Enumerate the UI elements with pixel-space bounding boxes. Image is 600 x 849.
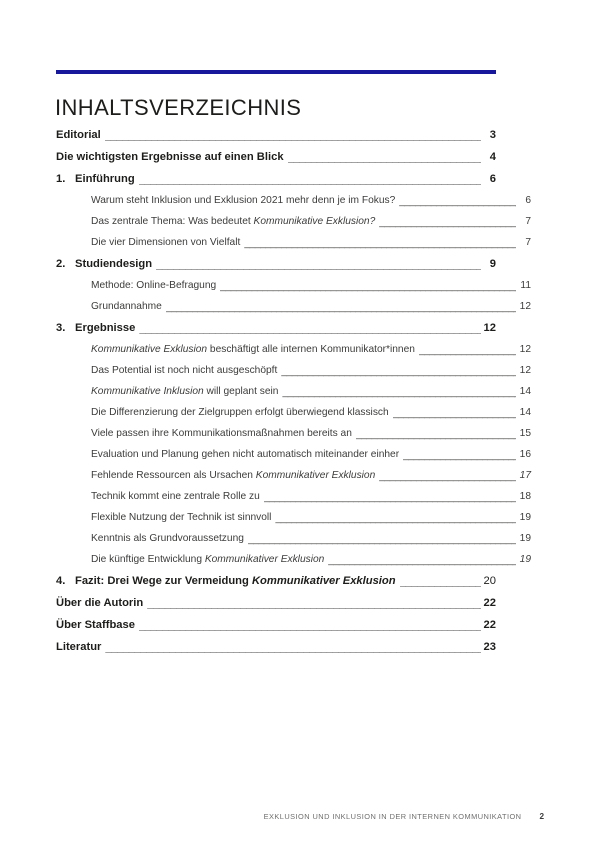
toc-entry[interactable] [56,470,531,491]
toc-entry-label: Flexible Nutzung der Technik ist sinnvoll [91,512,272,523]
toc-leader [139,174,481,186]
toc-entry-label-emphasis: Kommunikativer Exklusion [255,470,376,481]
title-accent-rule [56,70,496,74]
toc-entry-page-number: 12 [519,344,531,355]
footer-page-number: 2 [539,812,544,821]
toc-entry[interactable] [56,641,496,663]
toc-entry-label: Kommunikative Exklusion beschäftigt alle internen Kommunikator*innen [91,344,415,355]
toc-entry-page-number: 4 [489,151,496,163]
table-of-contents [56,129,531,663]
toc-leader [139,620,481,632]
toc-leader [264,492,516,503]
toc-entry-page-number: 11 [520,280,531,291]
toc-entry-page-number: 15 [519,428,531,439]
toc-entry[interactable] [56,449,531,470]
footer-document-title: EXKLUSION UND INKLUSION IN DER INTERNEN KOMMUNIKATION [263,812,522,821]
toc-entry-label: Ergebnisse [75,322,136,334]
toc-leader [419,345,516,356]
page-title: INHALTSVERZEICHNIS [55,94,302,120]
toc-leader [399,196,516,207]
toc-entry[interactable] [56,216,531,237]
toc-entry[interactable] [56,237,531,258]
toc-entry-label-emphasis: Kommunikativer Exklusion [251,575,396,587]
toc-leader [379,217,516,228]
toc-entry[interactable] [56,151,496,173]
toc-entry-page-number: 12 [519,365,531,376]
toc-leader [220,281,516,292]
toc-entry[interactable] [56,407,531,428]
toc-entry[interactable] [56,280,531,301]
toc-entry-label: Die wichtigsten Ergebnisse auf einen Blick [56,151,284,163]
toc-entry-page-number: 6 [489,173,496,185]
toc-entry-label: Das Potential ist noch nicht ausgeschöpft [91,365,278,376]
toc-entry-page-number: 19 [519,533,531,544]
toc-entry[interactable] [56,365,531,386]
toc-entry[interactable] [56,258,496,280]
toc-leader [105,130,481,142]
toc-entry-page-number: 12 [483,322,496,334]
toc-entry-label: Evaluation und Planung gehen nicht automatisch miteinander einher [91,449,400,460]
toc-leader [147,598,481,610]
toc-entry-page-number: 6 [525,195,531,206]
toc-entry-label: Editorial [56,129,101,141]
toc-entry-label: Das zentrale Thema: Was bedeutet Kommunikative Exklusion? [91,216,376,227]
toc-entry-page-number: 14 [519,407,531,418]
toc-entry-page-number: 18 [519,491,531,502]
toc-entry-page-number: 22 [483,597,496,609]
toc-entry-page-number: 19 [519,512,531,523]
toc-entry-label: Über die Autorin [56,597,144,609]
toc-leader [403,450,516,461]
toc-entry-label-emphasis: Kommunikative Exklusion [91,344,208,355]
toc-entry[interactable] [56,195,531,216]
toc-entry-page-number: 22 [483,619,496,631]
toc-entry-label: Die Differenzierung der Zielgruppen erfolgt überwiegend klassisch [91,407,389,418]
toc-leader [166,302,516,313]
toc-leader [356,429,516,440]
toc-entry[interactable] [56,575,496,597]
toc-entry-label: Die vier Dimensionen von Vielfalt [91,237,241,248]
toc-entry[interactable] [56,554,531,575]
toc-leader [244,238,516,249]
toc-leader [288,152,481,164]
toc-entry-page-number: 20 [483,575,496,587]
toc-entry-label: Methode: Online-Befragung [91,280,217,291]
toc-leader [281,366,516,377]
toc-leader [156,259,481,271]
toc-leader [400,576,481,588]
toc-entry-label: Fazit: Drei Wege zur Vermeidung Kommunikativer Exklusion [75,575,396,587]
toc-entry-number: 4. [56,575,66,587]
toc-entry[interactable] [56,428,531,449]
toc-entry[interactable] [56,386,531,407]
toc-entry-number: 3. [56,322,66,334]
toc-entry[interactable] [56,322,496,344]
toc-entry[interactable] [56,301,531,322]
toc-entry-label-emphasis: Kommunikative Exklusion? [253,216,376,227]
toc-entry-label: Kenntnis als Grundvoraussetzung [91,533,244,544]
toc-entry[interactable] [56,597,496,619]
toc-entry[interactable] [56,533,531,554]
toc-entry-label: Technik kommt eine zentrale Rolle zu [91,491,260,502]
toc-leader [379,471,516,482]
toc-entry[interactable] [56,173,496,195]
toc-entry[interactable] [56,491,531,512]
toc-entry-label: Literatur [56,641,102,653]
toc-entry-label: Fehlende Ressourcen als Ursachen Kommunikativer Exklusion [91,470,376,481]
toc-leader [275,513,516,524]
toc-entry-page-number: 12 [519,301,531,312]
toc-entry-page-number: 7 [525,216,531,227]
toc-entry-label: Kommunikative Inklusion will geplant sein [91,386,279,397]
toc-entry[interactable] [56,129,496,151]
toc-entry-page-number: 19 [519,554,531,565]
toc-leader [248,534,516,545]
toc-entry-label: Über Staffbase [56,619,135,631]
toc-leader [105,642,481,654]
toc-entry-label: Die künftige Entwicklung Kommunikativer Exklusion [91,554,325,565]
toc-entry-page-number: 16 [519,449,531,460]
toc-entry[interactable] [56,619,496,641]
toc-entry-page-number: 7 [525,237,531,248]
toc-leader [328,555,516,566]
toc-entry-page-number: 9 [489,258,496,270]
page-footer [0,812,600,826]
toc-entry-label-emphasis: Kommunikative Inklusion [91,386,204,397]
toc-entry-page-number: 3 [489,129,496,141]
toc-entry-number: 2. [56,258,66,270]
toc-entry[interactable] [56,512,531,533]
toc-entry-label: Studiendesign [75,258,153,270]
toc-leader [393,408,516,419]
toc-entry-page-number: 23 [483,641,496,653]
toc-entry-page-number: 17 [519,470,531,481]
toc-entry-label: Viele passen ihre Kommunikationsmaßnahmen bereits an [91,428,352,439]
toc-entry-label: Warum steht Inklusion und Exklusion 2021 mehr denn je im Fokus? [91,195,396,206]
toc-entry-label: Einführung [75,173,135,185]
toc-entry-page-number: 14 [519,386,531,397]
toc-entry-number: 1. [56,173,66,185]
toc-leader [282,387,516,398]
toc-leader [139,323,481,335]
toc-entry[interactable] [56,344,531,365]
toc-entry-label-emphasis: Kommunikativer Exklusion [204,554,325,565]
toc-entry-label: Grundannahme [91,301,162,312]
